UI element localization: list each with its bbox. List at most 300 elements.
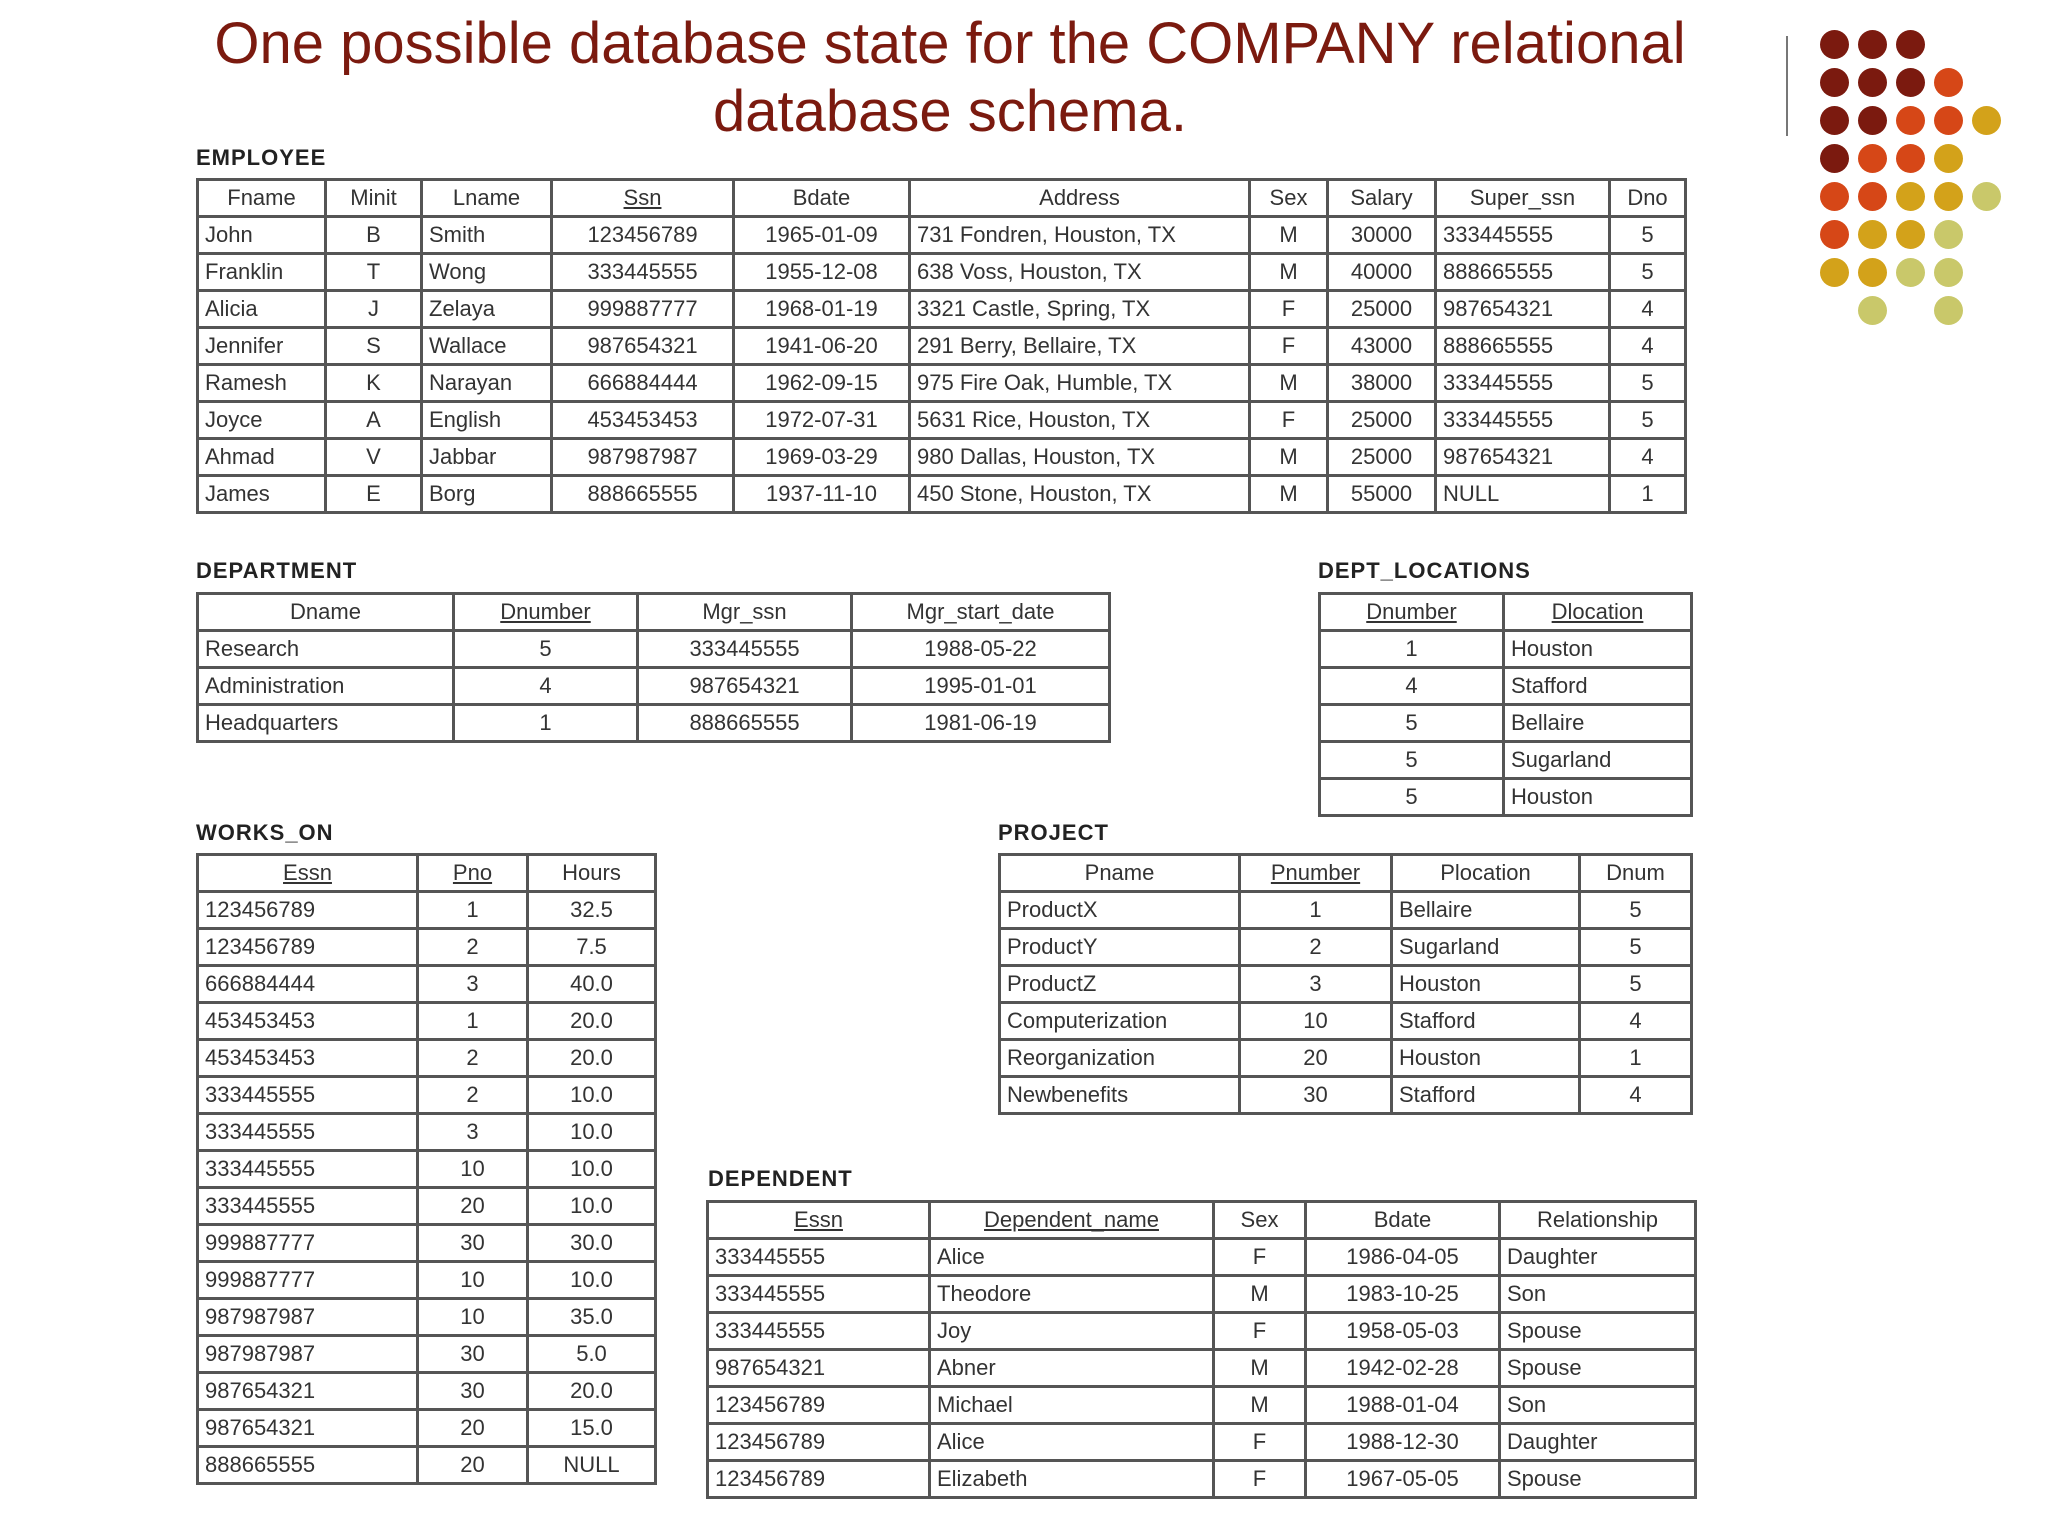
table-cell: Bellaire xyxy=(1392,892,1580,929)
table-cell: 123456789 xyxy=(198,892,418,929)
table-cell: 731 Fondren, Houston, TX xyxy=(910,217,1250,254)
table-cell: 638 Voss, Houston, TX xyxy=(910,254,1250,291)
table-cell: 4 xyxy=(1580,1003,1692,1040)
table-cell: Elizabeth xyxy=(930,1461,1214,1498)
table-cell: Newbenefits xyxy=(1000,1077,1240,1114)
decorative-dot xyxy=(1820,68,1849,97)
column-header xyxy=(708,1202,930,1239)
table-cell: 1941-06-20 xyxy=(734,328,910,365)
header-row xyxy=(1000,855,1692,892)
table-row xyxy=(1000,1003,1692,1040)
decorative-dot xyxy=(1820,144,1849,173)
table-cell: 333445555 xyxy=(198,1188,418,1225)
column-header-label: Mgr_ssn xyxy=(702,599,787,624)
table-cell: 30000 xyxy=(1328,217,1436,254)
decorative-dot xyxy=(1820,106,1849,135)
table-cell: 1958-05-03 xyxy=(1306,1313,1500,1350)
column-header xyxy=(454,594,638,631)
table-cell: 10.0 xyxy=(528,1188,656,1225)
table-row xyxy=(198,1373,656,1410)
table-cell: 20.0 xyxy=(528,1003,656,1040)
table-cell: ProductZ xyxy=(1000,966,1240,1003)
decorative-dot xyxy=(1896,30,1925,59)
works-on-table xyxy=(196,853,657,1485)
table-cell: Son xyxy=(1500,1276,1696,1313)
column-header-label: Pnumber xyxy=(1270,860,1361,885)
column-header xyxy=(422,180,552,217)
table-row xyxy=(198,1188,656,1225)
table-cell: Jennifer xyxy=(198,328,326,365)
table-cell: 30 xyxy=(418,1336,528,1373)
table-cell: Alice xyxy=(930,1424,1214,1461)
table-cell: M xyxy=(1214,1350,1306,1387)
decorative-dot xyxy=(1934,258,1963,287)
table-row xyxy=(1320,742,1692,779)
table-cell: Abner xyxy=(930,1350,1214,1387)
table-cell: 3 xyxy=(1240,966,1392,1003)
column-header-label: Super_ssn xyxy=(1469,185,1576,210)
column-header-label: Hours xyxy=(562,860,621,885)
column-header-label: Address xyxy=(1039,185,1120,210)
table-row xyxy=(198,217,1686,254)
table-row xyxy=(198,365,1686,402)
table-cell: Reorganization xyxy=(1000,1040,1240,1077)
table-cell: Stafford xyxy=(1392,1077,1580,1114)
table-cell: NULL xyxy=(528,1447,656,1484)
table-cell: 1986-04-05 xyxy=(1306,1239,1500,1276)
table-cell: Headquarters xyxy=(198,705,454,742)
table-cell: F xyxy=(1250,328,1328,365)
table-cell: 1937-11-10 xyxy=(734,476,910,513)
table-cell: 987987987 xyxy=(552,439,734,476)
table-cell: 1988-12-30 xyxy=(1306,1424,1500,1461)
table-cell: James xyxy=(198,476,326,513)
decorative-dot xyxy=(1896,144,1925,173)
table-cell: 3 xyxy=(418,966,528,1003)
decorative-dot xyxy=(1972,182,2001,211)
table-cell: ProductY xyxy=(1000,929,1240,966)
decorative-dot xyxy=(1934,106,1963,135)
works-on-label: WORKS_ON xyxy=(196,820,334,845)
decorative-dot xyxy=(1820,182,1849,211)
table-cell: Spouse xyxy=(1500,1461,1696,1498)
table-cell: M xyxy=(1250,476,1328,513)
decorative-dot xyxy=(1896,182,1925,211)
column-header-label: Salary xyxy=(1350,185,1413,210)
table-cell: 10.0 xyxy=(528,1151,656,1188)
table-cell: 10 xyxy=(1240,1003,1392,1040)
table-cell: 333445555 xyxy=(198,1151,418,1188)
decorative-dot xyxy=(1934,144,1963,173)
table-cell: 5 xyxy=(454,631,638,668)
table-cell: 10.0 xyxy=(528,1262,656,1299)
column-header xyxy=(552,180,734,217)
table-row xyxy=(198,1003,656,1040)
column-header xyxy=(1328,180,1436,217)
table-cell: Sugarland xyxy=(1392,929,1580,966)
table-cell: 4 xyxy=(1610,291,1686,328)
table-cell: 5 xyxy=(1610,254,1686,291)
table-cell: 987654321 xyxy=(708,1350,930,1387)
column-header-label: Minit xyxy=(350,185,397,210)
table-cell: 1 xyxy=(454,705,638,742)
table-cell: 20 xyxy=(418,1410,528,1447)
project-table xyxy=(998,853,1693,1115)
table-cell: ProductX xyxy=(1000,892,1240,929)
table-cell: 1995-01-01 xyxy=(852,668,1110,705)
table-cell: 1 xyxy=(1610,476,1686,513)
table-cell: 1967-05-05 xyxy=(1306,1461,1500,1498)
table-cell: Houston xyxy=(1392,966,1580,1003)
table-cell: 453453453 xyxy=(198,1040,418,1077)
decorative-dot xyxy=(1896,68,1925,97)
table-cell: 4 xyxy=(1610,328,1686,365)
table-cell: 291 Berry, Bellaire, TX xyxy=(910,328,1250,365)
decorative-dot xyxy=(1858,182,1887,211)
employee-label: EMPLOYEE xyxy=(196,145,327,170)
table-row xyxy=(198,328,1686,365)
table-cell: Franklin xyxy=(198,254,326,291)
table-cell: B xyxy=(326,217,422,254)
table-cell: 5 xyxy=(1320,742,1504,779)
decorative-dot-grid xyxy=(1820,30,2020,330)
table-row xyxy=(1000,1040,1692,1077)
table-cell: 453453453 xyxy=(552,402,734,439)
table-cell: 999887777 xyxy=(198,1262,418,1299)
table-cell: Stafford xyxy=(1392,1003,1580,1040)
column-header xyxy=(1392,855,1580,892)
column-header-label: Dnumber xyxy=(500,599,591,624)
table-cell: M xyxy=(1250,365,1328,402)
table-cell: Joy xyxy=(930,1313,1214,1350)
table-cell: 25000 xyxy=(1328,439,1436,476)
column-header-label: Dlocation xyxy=(1551,599,1644,624)
table-cell: Houston xyxy=(1504,779,1692,816)
title-divider xyxy=(1786,36,1788,136)
column-header xyxy=(198,855,418,892)
column-header xyxy=(734,180,910,217)
column-header xyxy=(1214,1202,1306,1239)
table-row xyxy=(1000,1077,1692,1114)
table-cell: 333445555 xyxy=(1436,217,1610,254)
column-header-label: Bdate xyxy=(792,185,851,210)
table-cell: 453453453 xyxy=(198,1003,418,1040)
table-cell: 987987987 xyxy=(198,1299,418,1336)
table-cell: Houston xyxy=(1504,631,1692,668)
table-cell: F xyxy=(1214,1424,1306,1461)
table-cell: 987987987 xyxy=(198,1336,418,1373)
table-cell: 666884444 xyxy=(552,365,734,402)
table-cell: 40.0 xyxy=(528,966,656,1003)
table-cell: 333445555 xyxy=(708,1313,930,1350)
column-header xyxy=(1500,1202,1696,1239)
table-row xyxy=(198,1151,656,1188)
table-cell: 999887777 xyxy=(198,1225,418,1262)
column-header xyxy=(1436,180,1610,217)
table-cell: 333445555 xyxy=(198,1114,418,1151)
table-row xyxy=(708,1461,1696,1498)
decorative-dot xyxy=(1896,106,1925,135)
table-row xyxy=(708,1239,1696,1276)
decorative-dot xyxy=(1972,106,2001,135)
table-cell: 888665555 xyxy=(1436,328,1610,365)
table-cell: F xyxy=(1214,1461,1306,1498)
column-header-label: Plocation xyxy=(1440,860,1531,885)
decorative-dot xyxy=(1858,296,1887,325)
table-row xyxy=(1000,929,1692,966)
column-header xyxy=(1320,594,1504,631)
table-cell: Sugarland xyxy=(1504,742,1692,779)
table-row xyxy=(198,966,656,1003)
table-cell: 5 xyxy=(1610,402,1686,439)
table-cell: 1 xyxy=(1320,631,1504,668)
decorative-dot xyxy=(1820,220,1849,249)
table-cell: 333445555 xyxy=(708,1239,930,1276)
table-cell: V xyxy=(326,439,422,476)
column-header xyxy=(1306,1202,1500,1239)
table-cell: Ramesh xyxy=(198,365,326,402)
table-cell: Alice xyxy=(930,1239,1214,1276)
table-row xyxy=(198,1114,656,1151)
table-row xyxy=(198,1447,656,1484)
table-row xyxy=(198,1040,656,1077)
project-label: PROJECT xyxy=(998,820,1109,845)
table-cell: 123456789 xyxy=(708,1387,930,1424)
table-cell: 32.5 xyxy=(528,892,656,929)
table-cell: 4 xyxy=(1320,668,1504,705)
column-header-label: Essn xyxy=(283,860,332,885)
table-row xyxy=(1320,631,1692,668)
table-cell: 2 xyxy=(1240,929,1392,966)
table-cell: 5631 Rice, Houston, TX xyxy=(910,402,1250,439)
table-cell: M xyxy=(1250,439,1328,476)
header-row xyxy=(1320,594,1692,631)
table-cell: S xyxy=(326,328,422,365)
column-header-label: Pname xyxy=(1084,860,1155,885)
table-cell: 5 xyxy=(1320,779,1504,816)
table-cell: 55000 xyxy=(1328,476,1436,513)
header-row xyxy=(198,180,1686,217)
table-cell: Narayan xyxy=(422,365,552,402)
table-row xyxy=(198,631,1110,668)
table-cell: 1968-01-19 xyxy=(734,291,910,328)
table-cell: F xyxy=(1250,291,1328,328)
table-cell: 450 Stone, Houston, TX xyxy=(910,476,1250,513)
table-cell: 20 xyxy=(418,1447,528,1484)
table-cell: 987654321 xyxy=(198,1410,418,1447)
table-row xyxy=(1000,966,1692,1003)
table-row xyxy=(198,1336,656,1373)
table-cell: Daughter xyxy=(1500,1239,1696,1276)
header-row xyxy=(198,855,656,892)
table-cell: Ahmad xyxy=(198,439,326,476)
column-header xyxy=(1000,855,1240,892)
table-cell: 1965-01-09 xyxy=(734,217,910,254)
table-cell: 10.0 xyxy=(528,1114,656,1151)
table-row xyxy=(198,1077,656,1114)
table-cell: Son xyxy=(1500,1387,1696,1424)
table-cell: 333445555 xyxy=(1436,402,1610,439)
column-header xyxy=(1250,180,1328,217)
column-header-label: Ssn xyxy=(623,185,662,210)
table-cell: Wong xyxy=(422,254,552,291)
table-row xyxy=(1000,892,1692,929)
table-cell: Administration xyxy=(198,668,454,705)
table-cell: Theodore xyxy=(930,1276,1214,1313)
table-cell: 333445555 xyxy=(198,1077,418,1114)
dept-locations-label: DEPT_LOCATIONS xyxy=(1318,558,1531,583)
table-cell: 10 xyxy=(418,1299,528,1336)
table-cell: 1972-07-31 xyxy=(734,402,910,439)
table-cell: 25000 xyxy=(1328,402,1436,439)
table-row xyxy=(198,439,1686,476)
decorative-dot xyxy=(1896,258,1925,287)
column-header xyxy=(326,180,422,217)
column-header-label: Dname xyxy=(290,599,361,624)
table-cell: 10 xyxy=(418,1151,528,1188)
header-row xyxy=(198,594,1110,631)
table-cell: Wallace xyxy=(422,328,552,365)
decorative-dot xyxy=(1934,68,1963,97)
table-cell: 35.0 xyxy=(528,1299,656,1336)
table-cell: 2 xyxy=(418,1077,528,1114)
table-cell: 333445555 xyxy=(1436,365,1610,402)
table-cell: 987654321 xyxy=(552,328,734,365)
table-cell: Spouse xyxy=(1500,1313,1696,1350)
table-cell: Research xyxy=(198,631,454,668)
table-cell: Spouse xyxy=(1500,1350,1696,1387)
table-cell: 10 xyxy=(418,1262,528,1299)
table-cell: 999887777 xyxy=(552,291,734,328)
table-cell: Houston xyxy=(1392,1040,1580,1077)
column-header-label: Mgr_start_date xyxy=(906,599,1055,624)
column-header-label: Fname xyxy=(227,185,296,210)
table-cell: 3 xyxy=(418,1114,528,1151)
table-cell: 987654321 xyxy=(198,1373,418,1410)
table-cell: 30 xyxy=(1240,1077,1392,1114)
table-cell: 30 xyxy=(418,1373,528,1410)
decorative-dot xyxy=(1858,258,1887,287)
table-cell: 5 xyxy=(1610,217,1686,254)
table-cell: 888665555 xyxy=(552,476,734,513)
column-header xyxy=(852,594,1110,631)
table-cell: F xyxy=(1250,402,1328,439)
table-cell: 333445555 xyxy=(552,254,734,291)
table-cell: 30.0 xyxy=(528,1225,656,1262)
table-cell: NULL xyxy=(1436,476,1610,513)
table-cell: 987654321 xyxy=(1436,439,1610,476)
table-row xyxy=(198,705,1110,742)
table-cell: 5 xyxy=(1580,892,1692,929)
table-cell: 1 xyxy=(418,892,528,929)
table-cell: 43000 xyxy=(1328,328,1436,365)
table-cell: 1988-01-04 xyxy=(1306,1387,1500,1424)
column-header xyxy=(1504,594,1692,631)
table-cell: 987654321 xyxy=(638,668,852,705)
column-header-label: Dependent_name xyxy=(984,1207,1159,1232)
table-cell: 1988-05-22 xyxy=(852,631,1110,668)
decorative-dot xyxy=(1858,220,1887,249)
table-cell: 1 xyxy=(1580,1040,1692,1077)
table-cell: Computerization xyxy=(1000,1003,1240,1040)
table-cell: 888665555 xyxy=(638,705,852,742)
table-cell: M xyxy=(1250,217,1328,254)
column-header xyxy=(910,180,1250,217)
column-header xyxy=(1610,180,1686,217)
table-cell: K xyxy=(326,365,422,402)
table-cell: 2 xyxy=(418,1040,528,1077)
decorative-dot xyxy=(1934,220,1963,249)
table-cell: 30 xyxy=(418,1225,528,1262)
table-row xyxy=(198,1410,656,1447)
table-cell: 1983-10-25 xyxy=(1306,1276,1500,1313)
table-cell: 25000 xyxy=(1328,291,1436,328)
department-table xyxy=(196,592,1111,743)
table-cell: Jabbar xyxy=(422,439,552,476)
table-cell: 1942-02-28 xyxy=(1306,1350,1500,1387)
table-row xyxy=(1320,779,1692,816)
table-cell: Joyce xyxy=(198,402,326,439)
table-cell: 38000 xyxy=(1328,365,1436,402)
table-row xyxy=(198,668,1110,705)
table-cell: 4 xyxy=(454,668,638,705)
table-cell: 1 xyxy=(1240,892,1392,929)
table-row xyxy=(708,1350,1696,1387)
department-label: DEPARTMENT xyxy=(196,558,358,583)
table-cell: M xyxy=(1214,1387,1306,1424)
table-cell: 5 xyxy=(1610,365,1686,402)
column-header-label: Dnum xyxy=(1606,860,1665,885)
decorative-dot xyxy=(1858,106,1887,135)
table-cell: 20 xyxy=(418,1188,528,1225)
table-cell: 15.0 xyxy=(528,1410,656,1447)
table-row xyxy=(198,1225,656,1262)
table-cell: 123456789 xyxy=(708,1461,930,1498)
column-header-label: Lname xyxy=(452,185,521,210)
dependent-table xyxy=(706,1200,1697,1499)
table-cell: F xyxy=(1214,1239,1306,1276)
table-row xyxy=(1320,705,1692,742)
column-header xyxy=(638,594,852,631)
table-cell: 1955-12-08 xyxy=(734,254,910,291)
table-row xyxy=(708,1424,1696,1461)
column-header xyxy=(198,180,326,217)
table-cell: T xyxy=(326,254,422,291)
table-cell: Daughter xyxy=(1500,1424,1696,1461)
table-cell: 666884444 xyxy=(198,966,418,1003)
column-header xyxy=(418,855,528,892)
column-header-label: Relationship xyxy=(1536,1207,1659,1232)
decorative-dot xyxy=(1858,144,1887,173)
column-header-label: Pno xyxy=(452,860,493,885)
table-row xyxy=(1320,668,1692,705)
table-cell: A xyxy=(326,402,422,439)
table-cell: E xyxy=(326,476,422,513)
table-cell: 40000 xyxy=(1328,254,1436,291)
table-row xyxy=(198,254,1686,291)
table-cell: 1969-03-29 xyxy=(734,439,910,476)
table-cell: Bellaire xyxy=(1504,705,1692,742)
table-cell: 5 xyxy=(1320,705,1504,742)
table-cell: Stafford xyxy=(1504,668,1692,705)
table-cell: 333445555 xyxy=(708,1276,930,1313)
table-cell: M xyxy=(1250,254,1328,291)
column-header-label: Bdate xyxy=(1373,1207,1432,1232)
table-cell: J xyxy=(326,291,422,328)
table-cell: 10.0 xyxy=(528,1077,656,1114)
column-header xyxy=(198,594,454,631)
table-cell: 975 Fire Oak, Humble, TX xyxy=(910,365,1250,402)
